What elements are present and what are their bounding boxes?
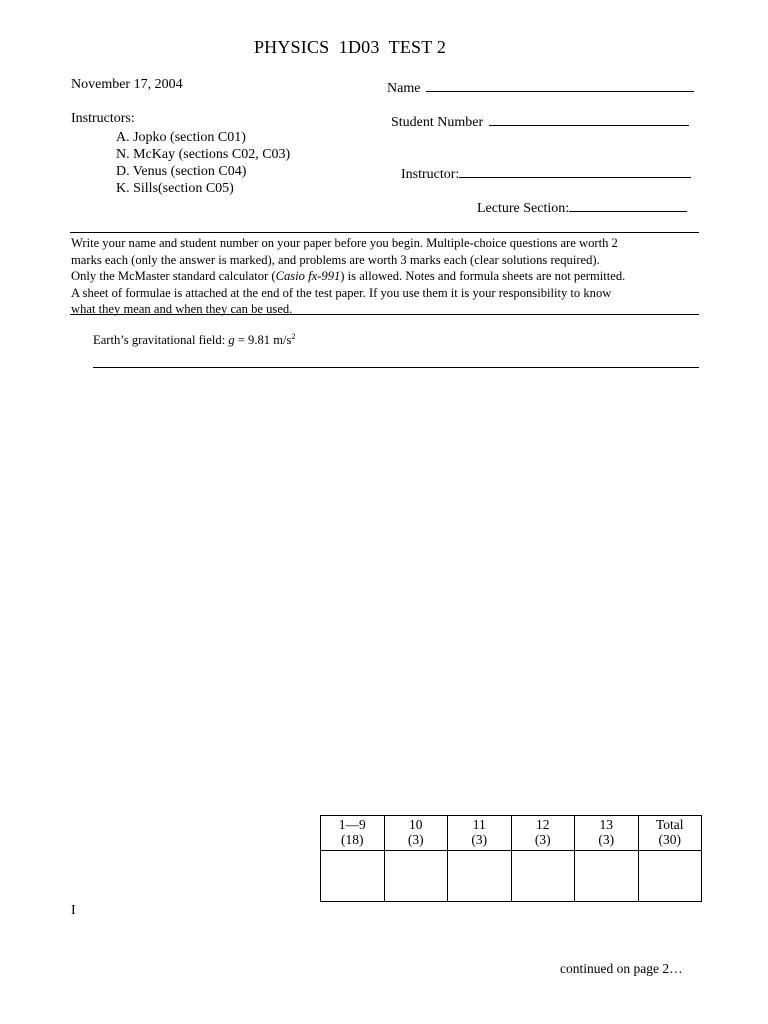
marks-header-cell — [575, 816, 639, 851]
constants-divider — [93, 367, 699, 368]
marks-header-cell — [384, 816, 448, 851]
points-label: (18) — [341, 832, 364, 847]
divider-bottom — [70, 314, 699, 315]
stray-mark: I — [71, 903, 76, 918]
divider-top — [70, 232, 699, 233]
score-cell[interactable] — [448, 851, 512, 902]
score-cell[interactable] — [321, 851, 385, 902]
points-label: (3) — [598, 832, 615, 847]
instructor-item: A. Jopko (section C01) — [116, 130, 246, 145]
name-blank-line[interactable] — [426, 78, 694, 92]
g-symbol: g — [228, 333, 235, 347]
instructor-item: N. McKay (sections C02, C03) — [116, 147, 291, 162]
lecture-section-field[interactable] — [477, 198, 687, 216]
marks-header-row — [321, 816, 702, 851]
question-label: Total — [655, 817, 684, 832]
question-label: 12 — [536, 817, 550, 832]
lecture-section-blank-line[interactable] — [569, 198, 687, 212]
marks-score-row — [321, 851, 702, 902]
points-label: (3) — [407, 832, 424, 847]
marks-header-cell — [448, 816, 512, 851]
instructions-line: A sheet of formulae is attached at the end of the test paper. If you use them it is your responsibility to know — [71, 285, 612, 300]
instructions-line — [71, 268, 701, 285]
instructions-text: ) is allowed. Notes and formula sheets are not permitted. — [340, 269, 626, 284]
instructor-label: Instructor: — [401, 167, 460, 182]
title-text: PHYSICS 1D03 TEST 2 — [253, 37, 447, 57]
name-field[interactable] — [387, 78, 694, 96]
marks-header-cell — [511, 816, 575, 851]
instructions-line: Write your name and student number on your paper before you begin. Multiple-choice questions are worth 2 — [71, 236, 618, 250]
g-value: = 9.81 m/s — [234, 333, 292, 347]
g-exponent: 2 — [291, 332, 296, 341]
points-label: (30) — [658, 832, 681, 847]
student-number-blank-line[interactable] — [489, 112, 689, 126]
instructor-item: D. Venus (section C04) — [116, 164, 247, 179]
points-label: (3) — [471, 832, 488, 847]
score-cell[interactable] — [638, 851, 702, 902]
marks-table — [320, 815, 702, 902]
score-cell[interactable] — [384, 851, 448, 902]
instructor-field[interactable] — [401, 164, 691, 182]
continued-note: continued on page 2… — [560, 961, 683, 976]
name-label: Name — [387, 81, 421, 96]
points-label: (3) — [534, 832, 551, 847]
student-number-label: Student Number — [391, 115, 484, 130]
instructor-item: K. Sills(section C05) — [116, 181, 234, 196]
page-title — [0, 38, 700, 56]
instructor-blank-line[interactable] — [459, 164, 691, 178]
instructions-line: marks each (only the answer is marked), and problems are worth 3 marks each (clear solutions required). — [71, 252, 600, 267]
score-cell[interactable] — [511, 851, 575, 902]
question-label: 11 — [472, 817, 486, 832]
instructors-heading: Instructors: — [71, 111, 135, 126]
question-label: 1—9 — [338, 817, 366, 832]
instructions-line: what they mean and when they can be used. — [71, 302, 293, 317]
student-number-field[interactable] — [391, 112, 689, 130]
question-label: 13 — [599, 817, 613, 832]
test-date: November 17, 2004 — [71, 77, 183, 92]
lecture-section-label: Lecture Section: — [477, 201, 570, 216]
question-label: 10 — [409, 817, 423, 832]
calculator-model: Casio fx-991 — [275, 269, 341, 284]
g-label: Earth’s gravitational field: — [93, 333, 229, 347]
score-cell[interactable] — [575, 851, 639, 902]
instructions-text: Only the McMaster standard calculator ( — [71, 269, 276, 284]
instructor-list — [116, 129, 290, 197]
gravitational-constant — [93, 333, 295, 347]
instructions-block — [71, 235, 701, 318]
marks-header-cell — [638, 816, 702, 851]
marks-header-cell — [321, 816, 385, 851]
